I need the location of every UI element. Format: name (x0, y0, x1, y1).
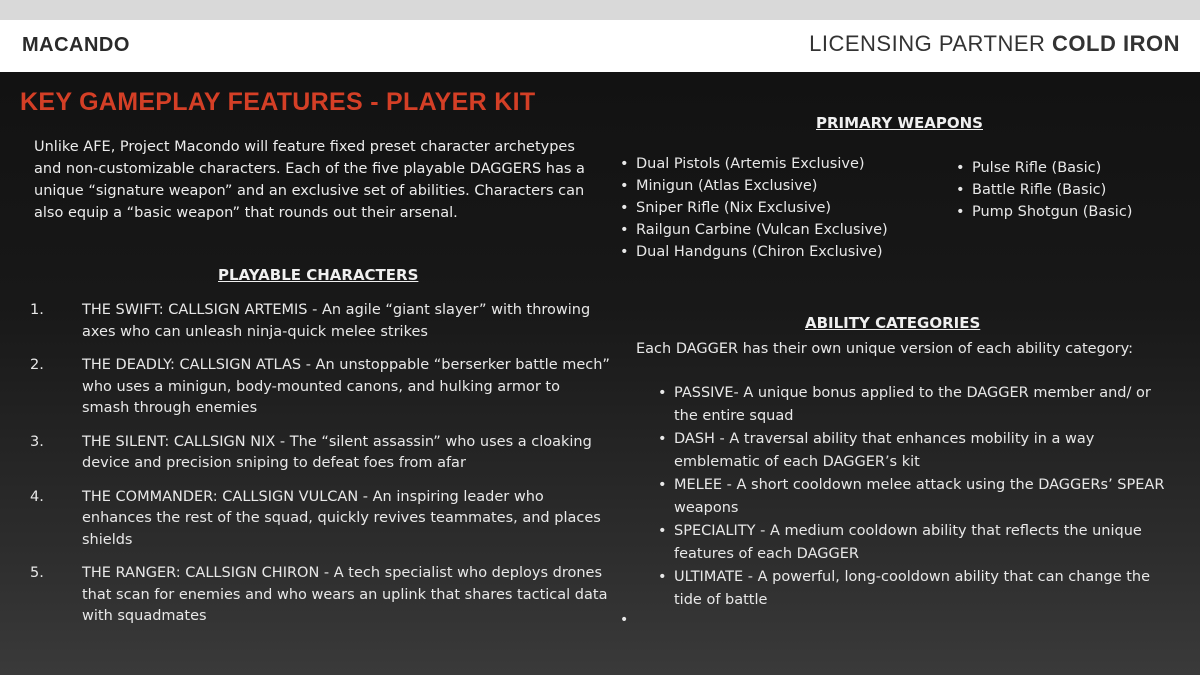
character-text: THE SWIFT: CALLSIGN ARTEMIS - An agile “giant slayer” with throwing axes who can unleash ninja-quick melee strikes (82, 302, 591, 340)
ability-item: • ULTIMATE - A powerful, long-cooldown ability that can change the tide of battle (658, 566, 1178, 611)
page-title: KEY GAMEPLAY FEATURES - PLAYER KIT (20, 88, 536, 116)
partner-name: COLD IRON (1052, 31, 1180, 56)
weapon-item: • Pulse Rifle (Basic) (956, 157, 1132, 179)
weapons-heading: PRIMARY WEAPONS (816, 114, 983, 132)
header-bar (0, 20, 1200, 72)
abilities-heading: ABILITY CATEGORIES (805, 314, 981, 332)
brand-logo-text: MACANDO (22, 34, 130, 56)
abilities-intro: Each DAGGER has their own unique version of each ability category: (636, 341, 1134, 357)
character-number: 5. (30, 565, 44, 581)
characters-heading: PLAYABLE CHARACTERS (218, 266, 419, 284)
character-item (30, 487, 610, 552)
character-number: 3. (30, 433, 44, 450)
weapon-item: • Railgun Carbine (Vulcan Exclusive) (620, 219, 888, 241)
characters-list (30, 300, 610, 640)
signature-weapons-list (620, 153, 888, 263)
character-item (30, 432, 610, 475)
weapon-item: • Pump Shotgun (Basic) (956, 201, 1132, 223)
weapon-item: • Dual Handguns (Chiron Exclusive) (620, 241, 888, 263)
empty-bullet: • (620, 612, 629, 628)
licensing-partner (809, 31, 1180, 57)
top-strip (0, 0, 1200, 20)
character-item (30, 300, 610, 343)
character-text: THE COMMANDER: CALLSIGN VULCAN - An inspiring leader who enhances the rest of the squad, quickly revives teammates, and places shields (82, 488, 601, 548)
character-number: 2. (30, 357, 44, 373)
abilities-list (658, 382, 1178, 612)
weapon-item: • Minigun (Atlas Exclusive) (620, 175, 888, 197)
character-item (30, 355, 610, 420)
weapon-item: • Sniper Rifle (Nix Exclusive) (620, 197, 888, 219)
character-text: THE RANGER: CALLSIGN CHIRON - A tech specialist who deploys drones that scan for enemies and who wears an uplink that shares tactical data with squadmates (82, 565, 608, 624)
character-text: THE SILENT: CALLSIGN NIX - The “silent assassin” who uses a cloaking device and precision sniping to defeat foes from afar (82, 433, 592, 471)
character-text: THE DEADLY: CALLSIGN ATLAS - An unstoppable “berserker battle mech” who uses a minigun, body-mounted canons, and hulking armor to smash through enemies (82, 357, 610, 416)
ability-item: • PASSIVE- A unique bonus applied to the DAGGER member and/ or the entire squad (658, 382, 1178, 427)
weapon-item: • Dual Pistols (Artemis Exclusive) (620, 153, 888, 175)
ability-item: • MELEE - A short cooldown melee attack using the DAGGERs’ SPEAR weapons (658, 474, 1178, 519)
ability-item: • DASH - A traversal ability that enhances mobility in a way emblematic of each DAGGER’s kit (658, 428, 1178, 473)
partner-prefix: LICENSING PARTNER (809, 31, 1046, 56)
basic-weapons-list (956, 157, 1132, 223)
ability-item: • SPECIALITY - A medium cooldown ability that reflects the unique features of each DAGGER (658, 520, 1178, 565)
character-number: 4. (30, 488, 44, 505)
character-number: 1. (30, 302, 44, 318)
character-item (30, 563, 610, 628)
intro-paragraph: Unlike AFE, Project Macondo will feature fixed preset character archetypes and non-customizable characters. Each of the five playable DAGGERS has a unique “signature weapon” and an exclusive set of abilities. Characters can also equip a “basic weapon” that rounds out their arsenal. (34, 139, 585, 221)
weapon-item: • Battle Rifle (Basic) (956, 179, 1132, 201)
